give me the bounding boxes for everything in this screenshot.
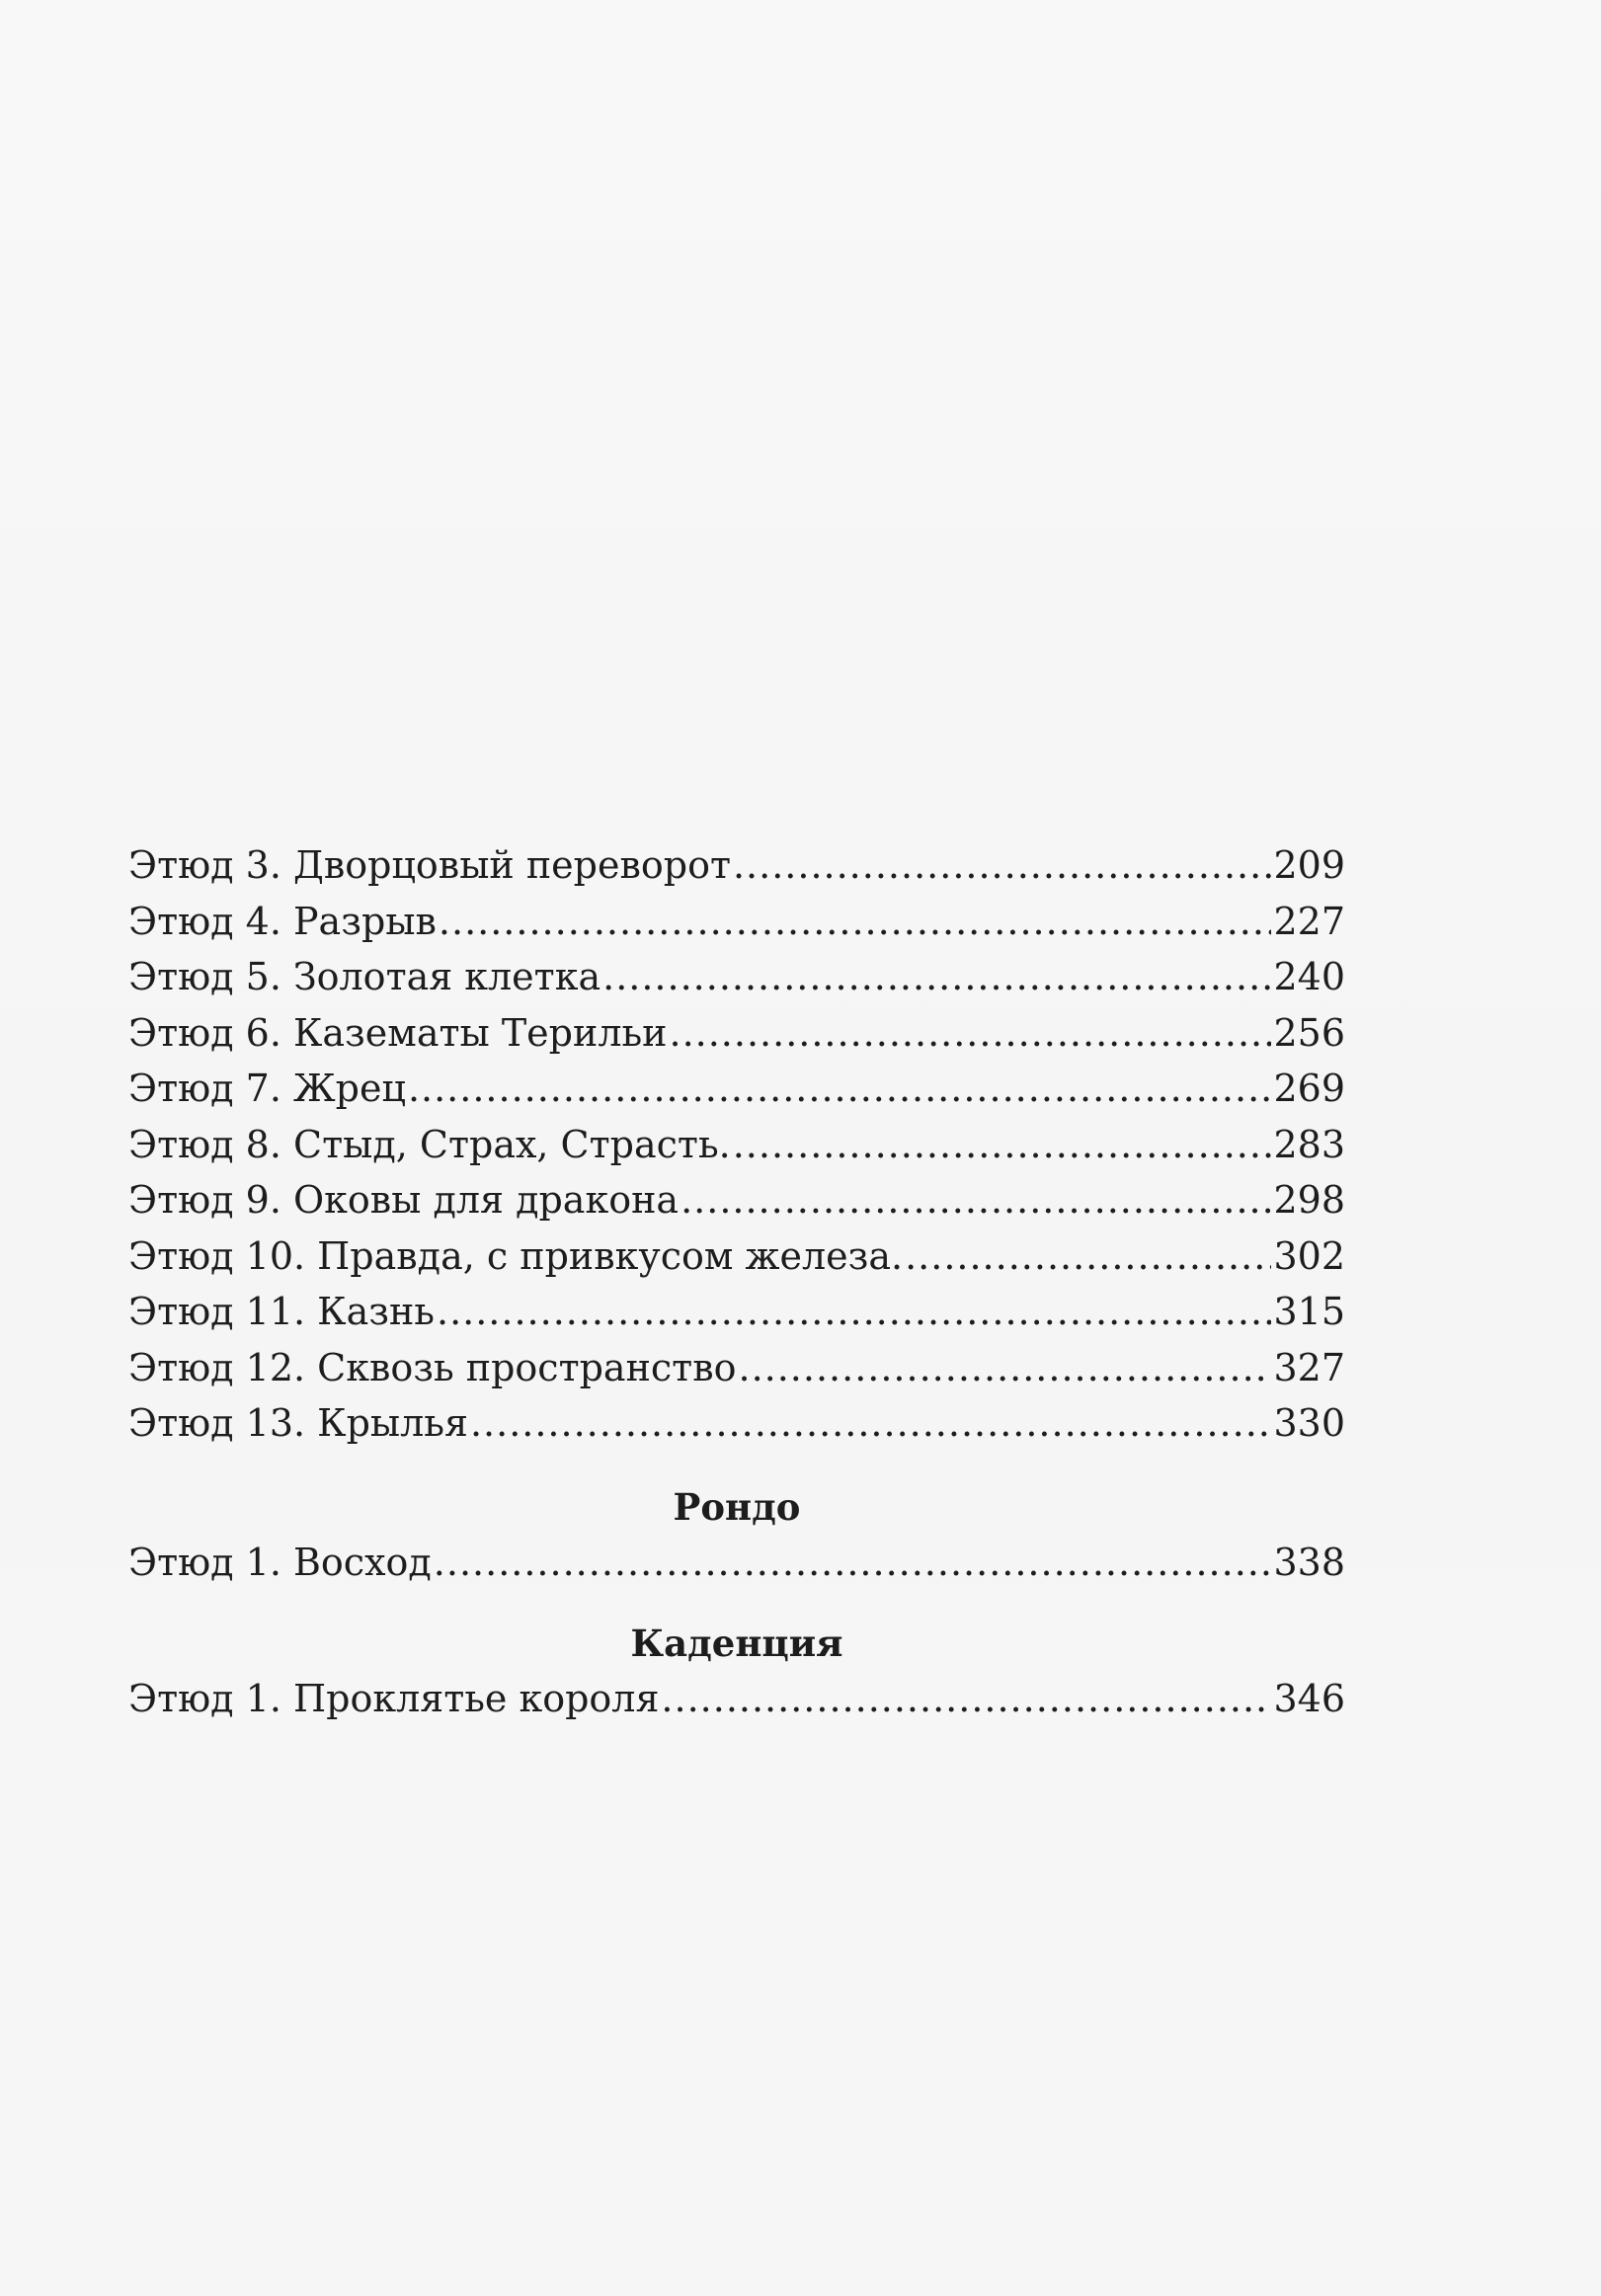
- toc-leader-dots: [669, 1005, 1271, 1062]
- toc-entry-title: Этюд 1. Восход: [128, 1540, 432, 1584]
- toc-entry-title: Этюд 7. Жрец: [128, 1067, 406, 1110]
- toc-entry-page: 269: [1273, 1067, 1345, 1110]
- toc-leader-dots: [680, 1172, 1271, 1228]
- table-of-contents: [128, 837, 1345, 1727]
- toc-entry-page: 256: [1273, 1010, 1345, 1055]
- toc-entry-title: Этюд 13. Крылья: [128, 1401, 468, 1445]
- toc-entry-title: Этюд 1. Проклятье короля: [128, 1677, 660, 1720]
- toc-entry-page: 283: [1273, 1122, 1345, 1166]
- toc-entry: [128, 1172, 1345, 1228]
- toc-entry: [128, 894, 1345, 950]
- toc-entry-page: 209: [1273, 843, 1345, 887]
- toc-entry-page: 302: [1273, 1233, 1345, 1278]
- toc-leader-dots: [602, 949, 1271, 1005]
- toc-entry-title: Этюд 4. Разрыв: [128, 899, 437, 943]
- toc-entry: [128, 1395, 1345, 1452]
- toc-leader-dots: [470, 1395, 1272, 1452]
- toc-entry: [128, 1117, 1345, 1173]
- toc-entry: [128, 1061, 1345, 1117]
- toc-entry: [128, 1340, 1345, 1396]
- toc-leader-dots: [905, 1228, 1271, 1285]
- toc-entry-title: Этюд 9. Оковы для дракона: [128, 1178, 680, 1222]
- section-heading-rondo: Рондо: [673, 1484, 801, 1529]
- toc-entry-title: Этюд 6. Казематы Терильи: [128, 1010, 668, 1055]
- toc-entry: [128, 1228, 1345, 1285]
- toc-entry: [128, 1005, 1345, 1062]
- toc-leader-dots: [434, 1535, 1272, 1591]
- toc-entry: [128, 1284, 1345, 1340]
- toc-entry: [128, 837, 1345, 894]
- toc-entry-page: 338: [1273, 1540, 1345, 1584]
- toc-leader-dots: [439, 894, 1272, 950]
- section-spacer: [128, 1452, 1345, 1479]
- section-heading-kadenz: Каденция: [630, 1622, 843, 1665]
- toc-entry: [128, 1535, 1345, 1591]
- toc-leader-dots: [408, 1061, 1272, 1117]
- toc-entry-title: Этюд 3. Дворцовый переворот: [128, 843, 731, 887]
- toc-entry-title: Этюд 12. Сквозь пространство: [128, 1345, 737, 1389]
- toc-entry-title: Этюд 11. Казнь: [128, 1290, 435, 1333]
- toc-entry-page: 330: [1273, 1401, 1345, 1445]
- toc-entry-page: 315: [1273, 1290, 1345, 1333]
- toc-entry-title: Этюд 8. Стыд, Страх, Страсть.: [128, 1122, 731, 1166]
- toc-entry-page: 298: [1273, 1178, 1345, 1222]
- toc-leader-dots: [738, 1340, 1271, 1396]
- toc-entry-page: 327: [1273, 1345, 1345, 1389]
- toc-leader-dots: [733, 837, 1272, 894]
- toc-entry-page: 346: [1273, 1677, 1345, 1720]
- toc-leader-dots: [733, 1117, 1272, 1173]
- toc-entry-title: Этюд 5. Золотая клетка: [128, 955, 601, 998]
- toc-entry-page: 240: [1273, 955, 1345, 998]
- section-spacer: [128, 1590, 1345, 1616]
- toc-leader-dots: [437, 1284, 1271, 1340]
- toc-entry: [128, 949, 1345, 1005]
- toc-entry-page: 227: [1273, 899, 1345, 943]
- toc-leader-dots: [661, 1671, 1271, 1727]
- toc-entry: [128, 1671, 1345, 1727]
- toc-entry-title: Этюд 10. Правда, с привкусом железа.: [128, 1233, 904, 1278]
